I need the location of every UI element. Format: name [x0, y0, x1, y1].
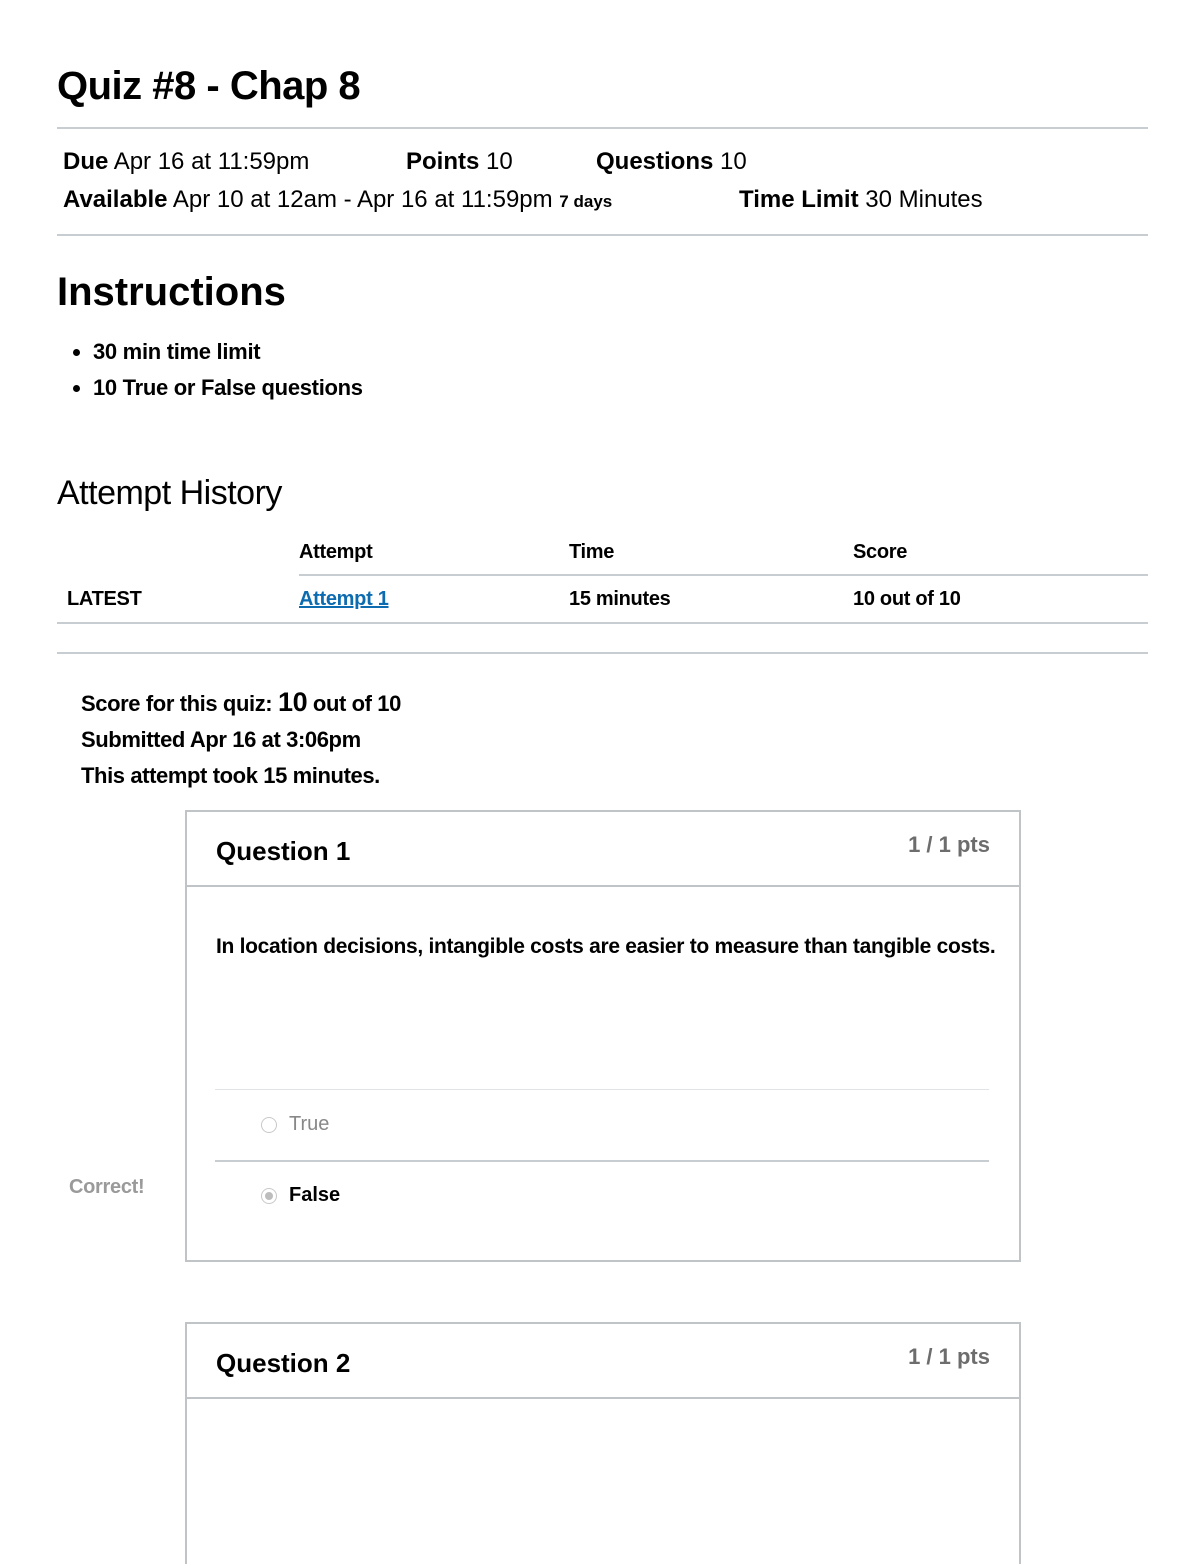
attempt-history-heading: Attempt History: [57, 474, 282, 512]
page-title: Quiz #8 - Chap 8: [57, 64, 361, 108]
meta-divider: [57, 234, 1148, 236]
question-title: Question 2: [216, 1348, 351, 1378]
question-points: 1 / 1 pts: [908, 832, 990, 857]
due-value: Apr 16 at 11:59pm: [113, 148, 310, 175]
question-points: 1 / 1 pts: [908, 1344, 990, 1369]
questions-label: Questions: [596, 148, 714, 175]
column-header: Time: [569, 530, 853, 575]
available-label: Available: [63, 186, 168, 213]
instructions-list: [57, 336, 363, 408]
question-card: [185, 810, 1021, 1262]
time-limit-label: Time Limit: [739, 186, 859, 213]
time-limit-value: 30 Minutes: [865, 186, 983, 213]
instruction-item: • 30 min time limit: [93, 336, 363, 372]
answer-label: False: [289, 1184, 341, 1206]
available-value: Apr 10 at 12am - Apr 16 at 11:59pm: [172, 186, 553, 213]
answer-option[interactable]: [261, 1184, 340, 1207]
points-meta: [406, 148, 513, 176]
question-card: [185, 1322, 1021, 1564]
available-days: 7 days: [559, 192, 613, 211]
score-cell: 10 out of 10: [853, 575, 1148, 623]
latest-tag: LATEST: [57, 575, 299, 623]
attempt-history-table: [57, 530, 1148, 624]
question-title: Question 1: [216, 836, 351, 866]
question-header: [187, 812, 1019, 887]
score-line: [81, 684, 401, 722]
questions-value: 10: [720, 148, 747, 175]
answer-option[interactable]: [261, 1113, 329, 1136]
questions-meta: [596, 148, 747, 176]
feedback-gap: [237, 1166, 247, 1208]
points-label: Points: [406, 148, 480, 175]
score-summary: [81, 684, 401, 794]
attempt-link[interactable]: Attempt 1: [299, 587, 389, 610]
table-header-row: [57, 530, 1148, 575]
column-header: [57, 530, 299, 575]
title-divider: [57, 127, 1148, 129]
column-header: Attempt: [299, 530, 569, 575]
radio-checked-icon[interactable]: [261, 1188, 277, 1204]
points-value: 10: [486, 148, 513, 175]
score-prefix: Score for this quiz:: [81, 691, 278, 716]
score-suffix: out of 10: [307, 691, 401, 716]
score-value: 10: [277, 687, 308, 717]
question-text: In location decisions, intangible costs are easier to measure than tangible costs.: [216, 935, 996, 958]
duration-line: This attempt took 15 minutes.: [81, 763, 380, 788]
attempt-cell: [299, 575, 569, 623]
radio-icon[interactable]: [261, 1117, 277, 1133]
attempts-divider: [57, 652, 1148, 654]
instruction-item: • 10 True or False questions: [93, 372, 363, 408]
table-row: [57, 575, 1148, 623]
time-cell: 15 minutes: [569, 575, 853, 623]
question-header: [187, 1324, 1019, 1399]
answer-divider: [215, 1089, 989, 1090]
answer-label: True: [289, 1113, 330, 1135]
submitted-line: Submitted Apr 16 at 3:06pm: [81, 727, 361, 752]
instructions-heading: Instructions: [57, 270, 286, 314]
due-label: Due: [63, 148, 109, 175]
time-limit-meta: [739, 186, 983, 214]
column-header: Score: [853, 530, 1148, 575]
quiz-meta-row-1: [63, 148, 309, 176]
answer-divider: [215, 1160, 989, 1162]
feedback-label: Correct!: [69, 1176, 145, 1198]
available-meta: [63, 186, 612, 214]
